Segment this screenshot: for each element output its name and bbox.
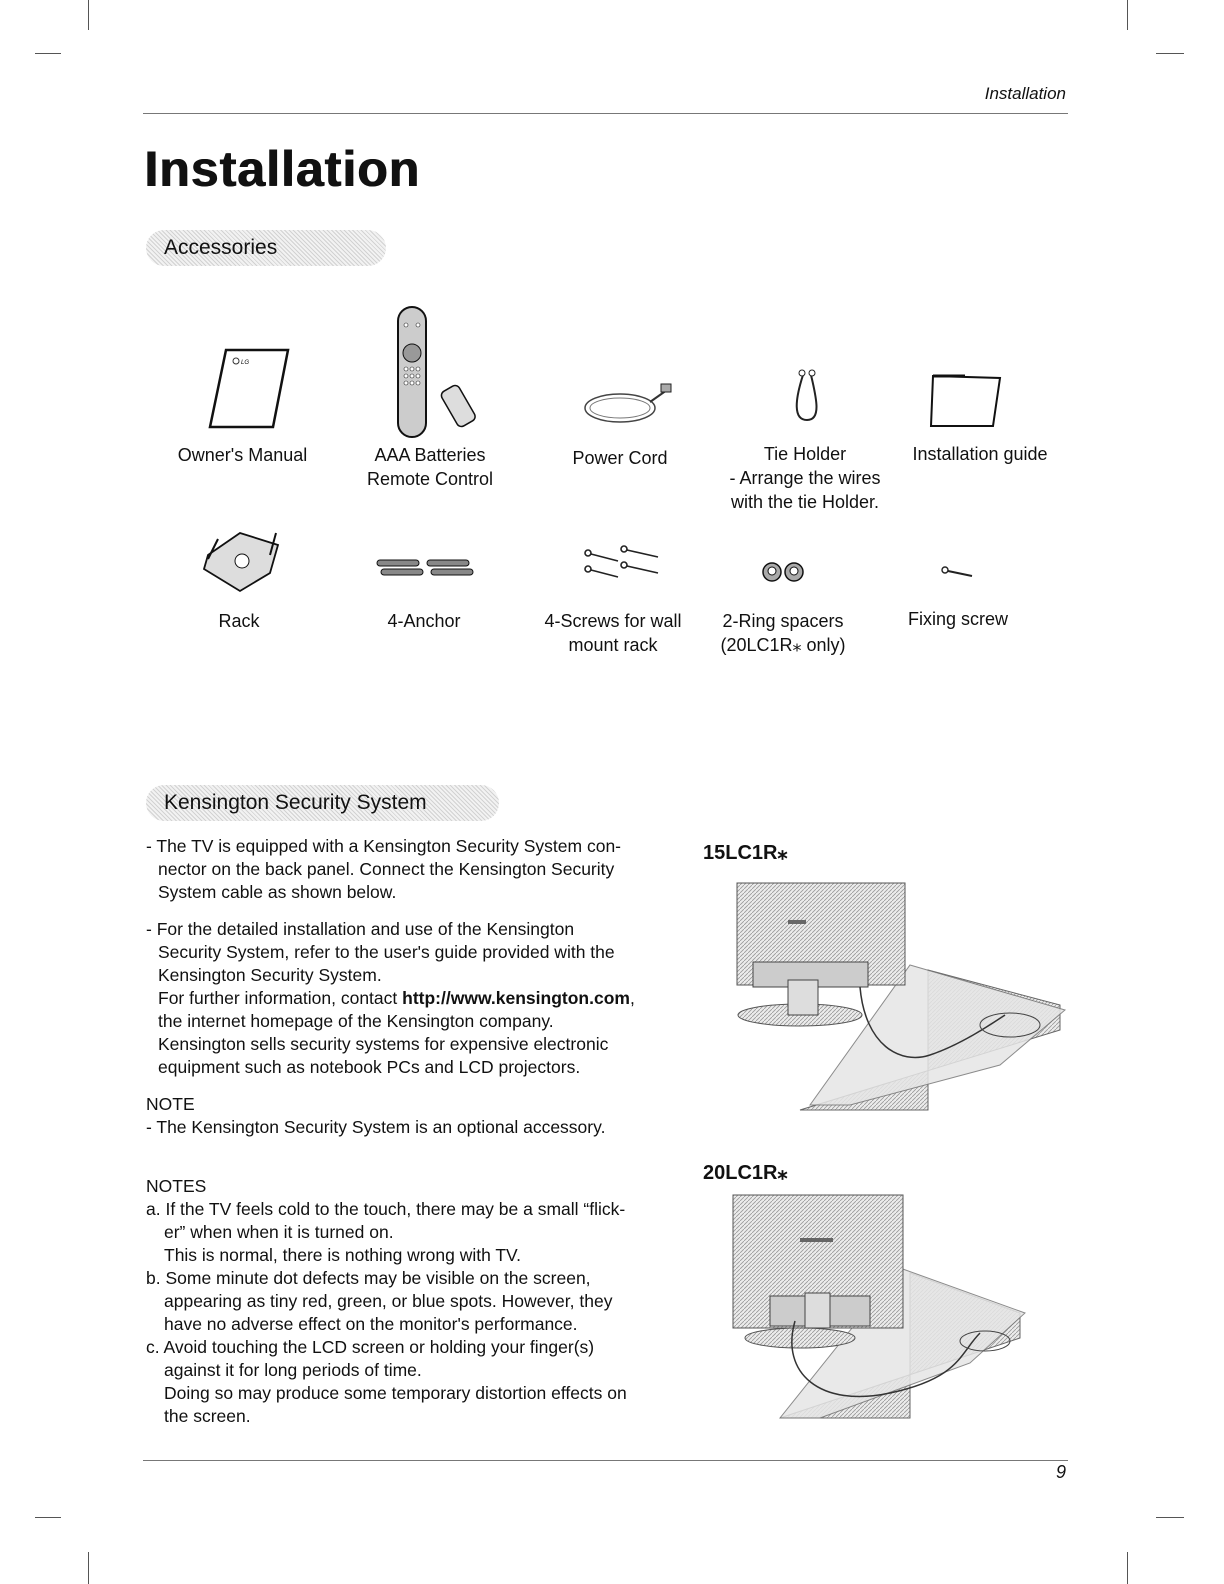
- text-line: a. If the TV feels cold to the touch, there may be a small “flick-: [146, 1199, 626, 1219]
- accessory-label-power-cord: [545, 446, 695, 470]
- accessory-label-owners-manual: [170, 443, 315, 467]
- text-line: er” when when it is turned on.: [164, 1222, 394, 1242]
- text-line: equipment such as notebook PCs and LCD projectors.: [158, 1057, 581, 1077]
- tv-kensington-illustration-15: [700, 865, 1070, 1115]
- header-rule: [143, 113, 1068, 114]
- footer-rule: [143, 1460, 1068, 1461]
- label-line: Rack: [218, 611, 260, 631]
- text-line: the screen.: [164, 1406, 251, 1426]
- power-cord-icon: [575, 380, 675, 435]
- text-line: b. Some minute dot defects may be visible on the screen,: [146, 1268, 591, 1288]
- section-heading-kensington: Kensington Security System: [146, 785, 499, 821]
- text-line: [146, 987, 635, 1010]
- rack-icon: [198, 525, 283, 595]
- text-line: the internet homepage of the Kensington company.: [158, 1011, 554, 1031]
- label-line: 4-Anchor: [387, 611, 461, 631]
- page-title: Installation: [144, 141, 420, 197]
- fixing-screw-icon: [940, 564, 975, 580]
- crop-mark: [1156, 1517, 1184, 1518]
- kensington-paragraph-1: [146, 835, 621, 904]
- installation-guide-icon: [925, 370, 1005, 430]
- tv-kensington-illustration-20: [700, 1193, 1070, 1423]
- label-line: Remote Control: [366, 469, 494, 489]
- label-line: (20LC1R⁎ only): [720, 635, 846, 655]
- kensington-paragraph-2: [146, 918, 635, 1079]
- note-title: NOTE: [146, 1094, 195, 1114]
- model-label-20: 20LC1R⁎: [703, 1162, 788, 1184]
- contact-suffix: ,: [629, 988, 635, 1008]
- tie-holder-icon: [785, 365, 830, 425]
- section-heading-accessories: Accessories: [146, 230, 386, 266]
- label-line: mount rack: [568, 635, 658, 655]
- label-line: with the tie Holder.: [730, 492, 880, 512]
- text-line: System cable as shown below.: [158, 882, 397, 902]
- svg-text:LG: LG: [241, 360, 250, 366]
- page-number: 9: [1055, 1462, 1066, 1482]
- accessory-label-installation-guide: [900, 442, 1060, 466]
- text-line: appearing as tiny red, green, or blue spots. However, they: [164, 1291, 613, 1311]
- manual-icon: [198, 345, 293, 435]
- label-line: 2-Ring spacers: [722, 611, 844, 631]
- text-line: Kensington Security System.: [158, 965, 382, 985]
- label-line: - Arrange the wires: [729, 468, 881, 488]
- label-line: Power Cord: [572, 448, 668, 468]
- accessory-label-ring-spacers: [708, 609, 858, 657]
- anchor-icon: [375, 558, 475, 578]
- text-line: nector on the back panel. Connect the Kensington Security: [158, 859, 615, 879]
- label-line: Installation guide: [912, 444, 1048, 464]
- remote-control-icon: [390, 305, 490, 440]
- accessory-label-rack: [180, 609, 298, 633]
- label-line: Owner's Manual: [177, 445, 308, 465]
- ring-spacer-icon: [760, 560, 810, 584]
- crop-mark: [88, 1552, 89, 1584]
- label-line: Tie Holder: [763, 444, 847, 464]
- text-line: This is normal, there is nothing wrong with TV.: [164, 1245, 521, 1265]
- notes-block: [146, 1175, 627, 1428]
- crop-mark: [1127, 1552, 1128, 1584]
- label-line: 4-Screws for wall: [544, 611, 682, 631]
- crop-mark: [88, 0, 89, 30]
- text-line: - The TV is equipped with a Kensington Security System con-: [146, 836, 622, 856]
- crop-mark: [35, 53, 61, 54]
- text-line: - The Kensington Security System is an optional accessory.: [146, 1117, 606, 1137]
- running-header: Installation: [984, 84, 1066, 103]
- text-line: Security System, refer to the user's guide provided with the: [158, 942, 615, 962]
- accessory-label-remote: [350, 443, 510, 491]
- text-line: - For the detailed installation and use of the Kensington: [146, 919, 575, 939]
- model-label-15: 15LC1R⁎: [703, 842, 788, 864]
- crop-mark: [1156, 53, 1184, 54]
- text-line: Doing so may produce some temporary distortion effects on: [164, 1383, 627, 1403]
- accessory-label-screws: [530, 609, 696, 657]
- crop-mark: [1127, 0, 1128, 30]
- label-line: AAA Batteries: [374, 445, 486, 465]
- screws-icon: [582, 545, 662, 580]
- text-line: c. Avoid touching the LCD screen or holding your finger(s): [146, 1337, 595, 1357]
- crop-mark: [35, 1517, 61, 1518]
- contact-prefix: For further information, contact: [158, 988, 403, 1008]
- accessory-label-fixing-screw: [890, 607, 1026, 631]
- text-line: against it for long periods of time.: [164, 1360, 422, 1380]
- kensington-link[interactable]: http://www.kensington.com: [402, 988, 630, 1008]
- accessory-label-tie-holder: [710, 442, 900, 514]
- kensington-note: [146, 1093, 605, 1139]
- label-line: Fixing screw: [907, 609, 1009, 629]
- notes-title: NOTES: [146, 1176, 207, 1196]
- accessory-label-anchor: [360, 609, 488, 633]
- text-line: have no adverse effect on the monitor's performance.: [164, 1314, 578, 1334]
- text-line: Kensington sells security systems for expensive electronic: [158, 1034, 609, 1054]
